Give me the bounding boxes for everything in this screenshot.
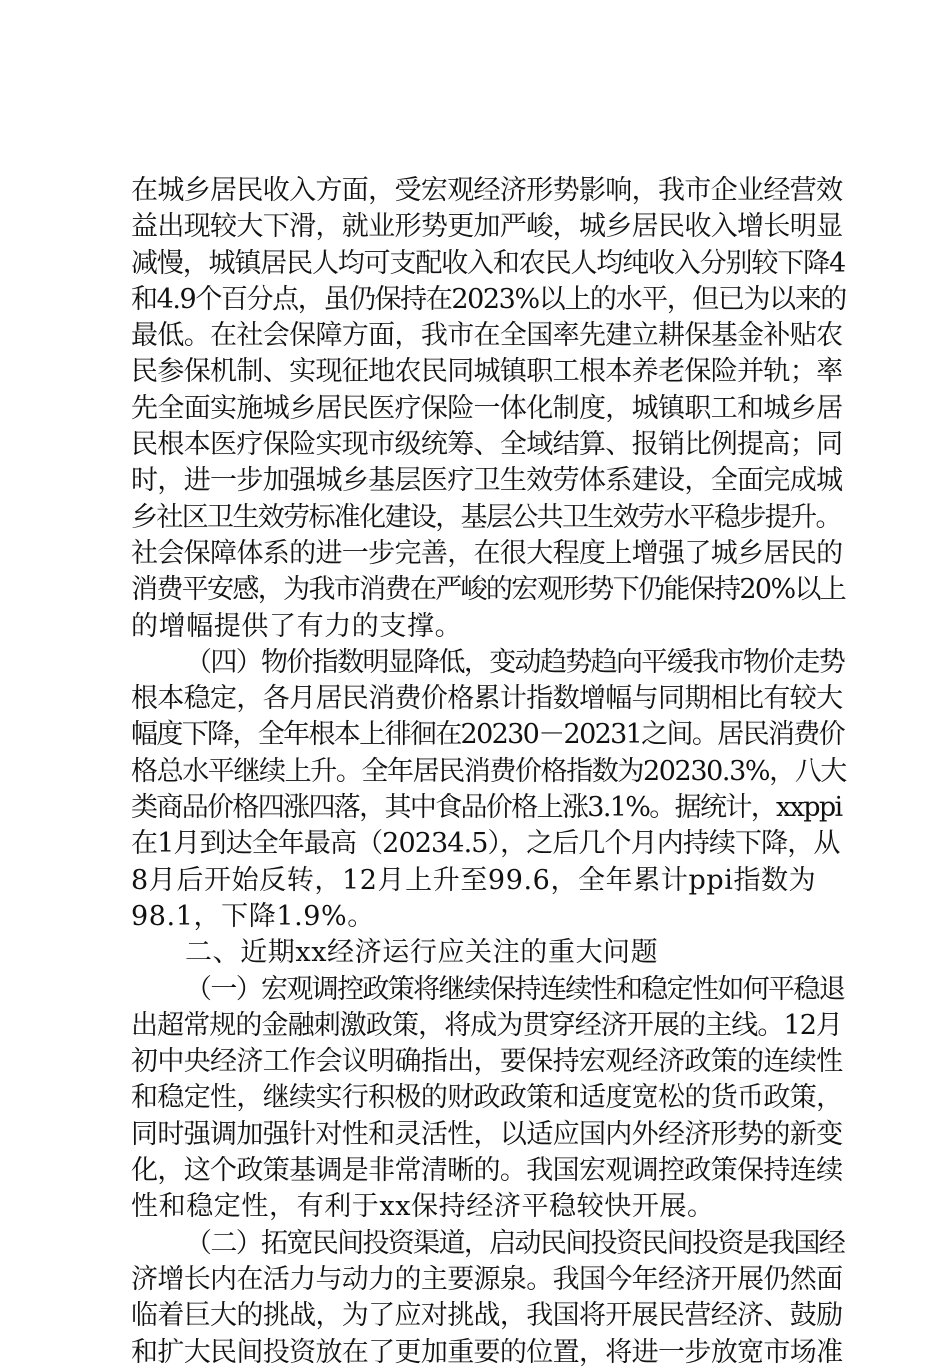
text-line: 消费平安感，为我市消费在严峻的宏观形势下仍能保持20%以上 [131,574,846,606]
text-line: 和扩大民间投资放在了更加重要的位置，将进一步放宽市场准 [131,1336,843,1368]
text-line: （一）宏观调控政策将继续保持连续性和稳定性如何平稳退 [185,973,845,1005]
text-line: 格总水平继续上升。全年居民消费价格指数为20230.3%，八大 [131,755,846,787]
text-line: 98.1，下降1.9%。 [131,900,375,932]
text-line: 的增幅提供了有力的支撑。 [131,610,463,642]
text-line: 在1月到达全年最高（20234.5），之后几个月内持续下降，从 [131,828,840,860]
text-line: 初中央经济工作会议明确指出，要保持宏观经济政策的连续性 [131,1046,843,1078]
text-line: 化，这个政策基调是非常清晰的。我国宏观调控政策保持连续 [131,1155,843,1187]
text-line: 最低。在社会保障方面，我市在全国率先建立耕保基金补贴农 [131,320,843,352]
text-line: 济增长内在活力与动力的主要源泉。我国今年经济开展仍然面 [131,1263,843,1295]
text-line: 出超常规的金融刺激政策，将成为贯穿经济开展的主线。12月 [131,1009,843,1041]
text-line: 和稳定性，继续实行积极的财政政策和适度宽松的货币政策， [131,1082,843,1114]
text-line: 社会保障体系的进一步完善，在很大程度上增强了城乡居民的 [131,537,843,569]
text-line: 减慢，城镇居民人均可支配收入和农民人均纯收入分别较下降4 [131,247,845,279]
text-line: 益出现较大下滑，就业形势更加严峻，城乡居民收入增长明显 [131,211,843,243]
text-line: 8月后开始反转，12月上升至99.6，全年累计ppi指数为 [131,864,817,896]
text-line: 在城乡居民收入方面，受宏观经济形势影响，我市企业经营效 [131,175,843,206]
text-line: 乡社区卫生效劳标准化建设，基层公共卫生效劳水平稳步提升。 [131,501,841,533]
text-line: 和4.9个百分点，虽仍保持在2023%以上的水平，但已为以来的 [131,283,846,315]
text-line: （二）拓宽民间投资渠道，启动民间投资民间投资是我国经 [185,1227,845,1259]
text-line: 临着巨大的挑战，为了应对挑战，我国将开展民营经济、鼓励 [131,1300,843,1332]
text-line: 幅度下降，全年根本上徘徊在20230－20231之间。居民消费价 [131,719,844,751]
text-line: 根本稳定，各月居民消费价格累计指数增幅与同期相比有较大 [131,683,843,715]
text-line: 民根本医疗保险实现市级统筹、全域结算、报销比例提高；同 [131,429,843,461]
text-line: 二、近期xx经济运行应关注的重大问题 [185,937,659,969]
text-line: 先全面实施城乡居民医疗保险一体化制度，城镇职工和城乡居 [131,392,843,424]
text-line: 民参保机制、实现征地农民同城镇职工根本养老保险并轨；率 [131,356,843,388]
text-line: 性和稳定性，有利于xx保持经济平稳较快开展。 [131,1191,715,1223]
text-line: 类商品价格四涨四落，其中食品价格上涨3.1%。据统计，xxppi [131,792,842,824]
text-line: （四）物价指数明显降低，变动趋势趋向平缓我市物价走势 [185,646,845,678]
document-body [131,173,846,1371]
text-line: 时，进一步加强城乡基层医疗卫生效劳体系建设，全面完成城 [131,465,843,497]
text-line: 同时强调加强针对性和灵活性，以适应国内外经济形势的新变 [131,1118,843,1150]
